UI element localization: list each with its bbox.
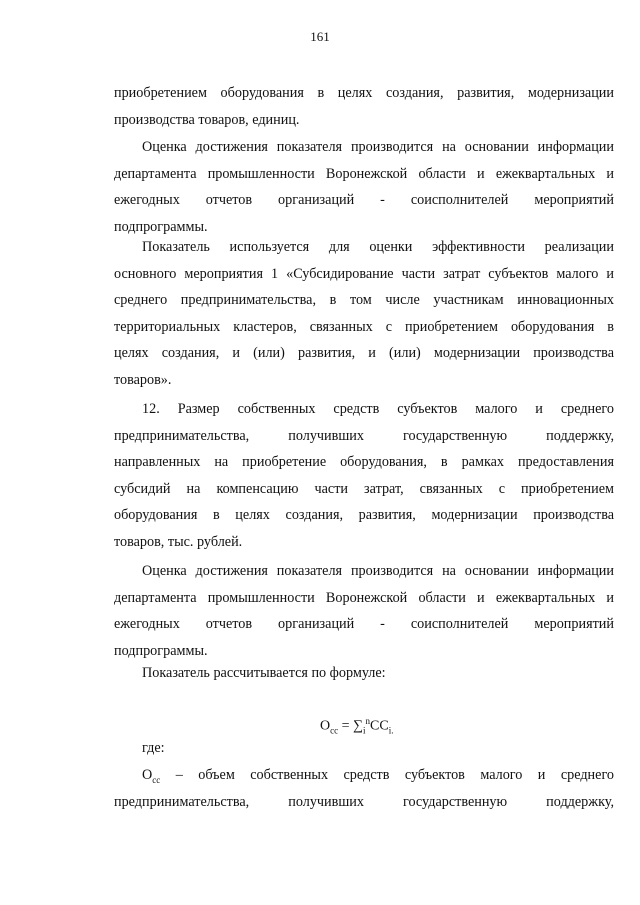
paragraph-4 [114, 396, 614, 555]
where-label-block [114, 735, 614, 762]
text-line: товаров». [114, 371, 172, 388]
formula-sum-subscript: i [363, 725, 366, 736]
text-line: ежегодных отчетов организаций - соисполнителей мероприятий [114, 192, 614, 208]
paragraph-7 [114, 762, 614, 815]
symbol-occ-subscript: сс [152, 774, 161, 785]
paragraph-5 [114, 558, 614, 664]
text-line: департамента промышленности Воронежской области и ежеквартальных и [114, 589, 614, 606]
formula-sum-superscript: n [365, 716, 371, 726]
text-line: Оценка достижения показателя производится на основании информации [142, 563, 614, 579]
formula-lhs-subscript: сс [330, 725, 339, 736]
text-line: Оценка достижения показателя производится на основании информации [142, 139, 614, 155]
paragraph-2 [114, 134, 614, 240]
text-line: товаров, тыс. рублей. [114, 533, 243, 550]
formula-lhs: О [320, 718, 331, 734]
formula [320, 716, 393, 735]
where-label: где: [142, 740, 165, 756]
text-line [114, 762, 614, 789]
text-line: 12. Размер собственных средств субъектов малого и среднего [142, 401, 614, 417]
definition-text: – объем собственных средств субъектов малого и среднего [160, 767, 614, 783]
text-line: территориальных кластеров, связанных с приобретением оборудования в [114, 318, 614, 335]
paragraph-6 [114, 660, 614, 687]
page-number: 161 [310, 29, 330, 44]
text-line: предпринимательства, получивших государственную поддержку, [114, 793, 614, 810]
text-line: субсидий на компенсацию части затрат, связанных с приобретением [114, 480, 614, 497]
text-line: оборудования в целях создания, развития, модернизации производства [114, 507, 614, 523]
formula-sum-sign: = ∑ [338, 718, 364, 734]
text-line: предпринимательства, получивших государственную поддержку, [114, 427, 614, 444]
text-line: департамента промышленности Воронежской области и ежеквартальных и [114, 165, 614, 182]
text-line: среднего предпринимательства, в том числе участникам инновационных [114, 292, 614, 308]
text-line: производства товаров, единиц. [114, 111, 300, 128]
symbol-occ: О [142, 767, 153, 783]
text-line: Показатель используется для оценки эффективности реализации [142, 239, 614, 255]
text-line: целях создания, и (или) развития, и (или) модернизации производства [114, 345, 614, 361]
text-line: подпрограммы. [114, 218, 208, 235]
paragraph-1 [114, 80, 614, 133]
text-line: подпрограммы. [114, 642, 208, 659]
text-line: Показатель рассчитывается по формуле: [142, 665, 386, 681]
formula-term-subscript: i. [388, 725, 394, 736]
text-line: основного мероприятия 1 «Субсидирование части затрат субъектов малого и [114, 265, 614, 282]
text-line: приобретением оборудования в целях создания, развития, модернизации [114, 85, 614, 101]
formula-term: СС [370, 718, 389, 734]
text-line: направленных на приобретение оборудования, в рамках предоставления [114, 454, 614, 470]
paragraph-3 [114, 234, 614, 393]
text-line: ежегодных отчетов организаций - соисполнителей мероприятий [114, 616, 614, 632]
